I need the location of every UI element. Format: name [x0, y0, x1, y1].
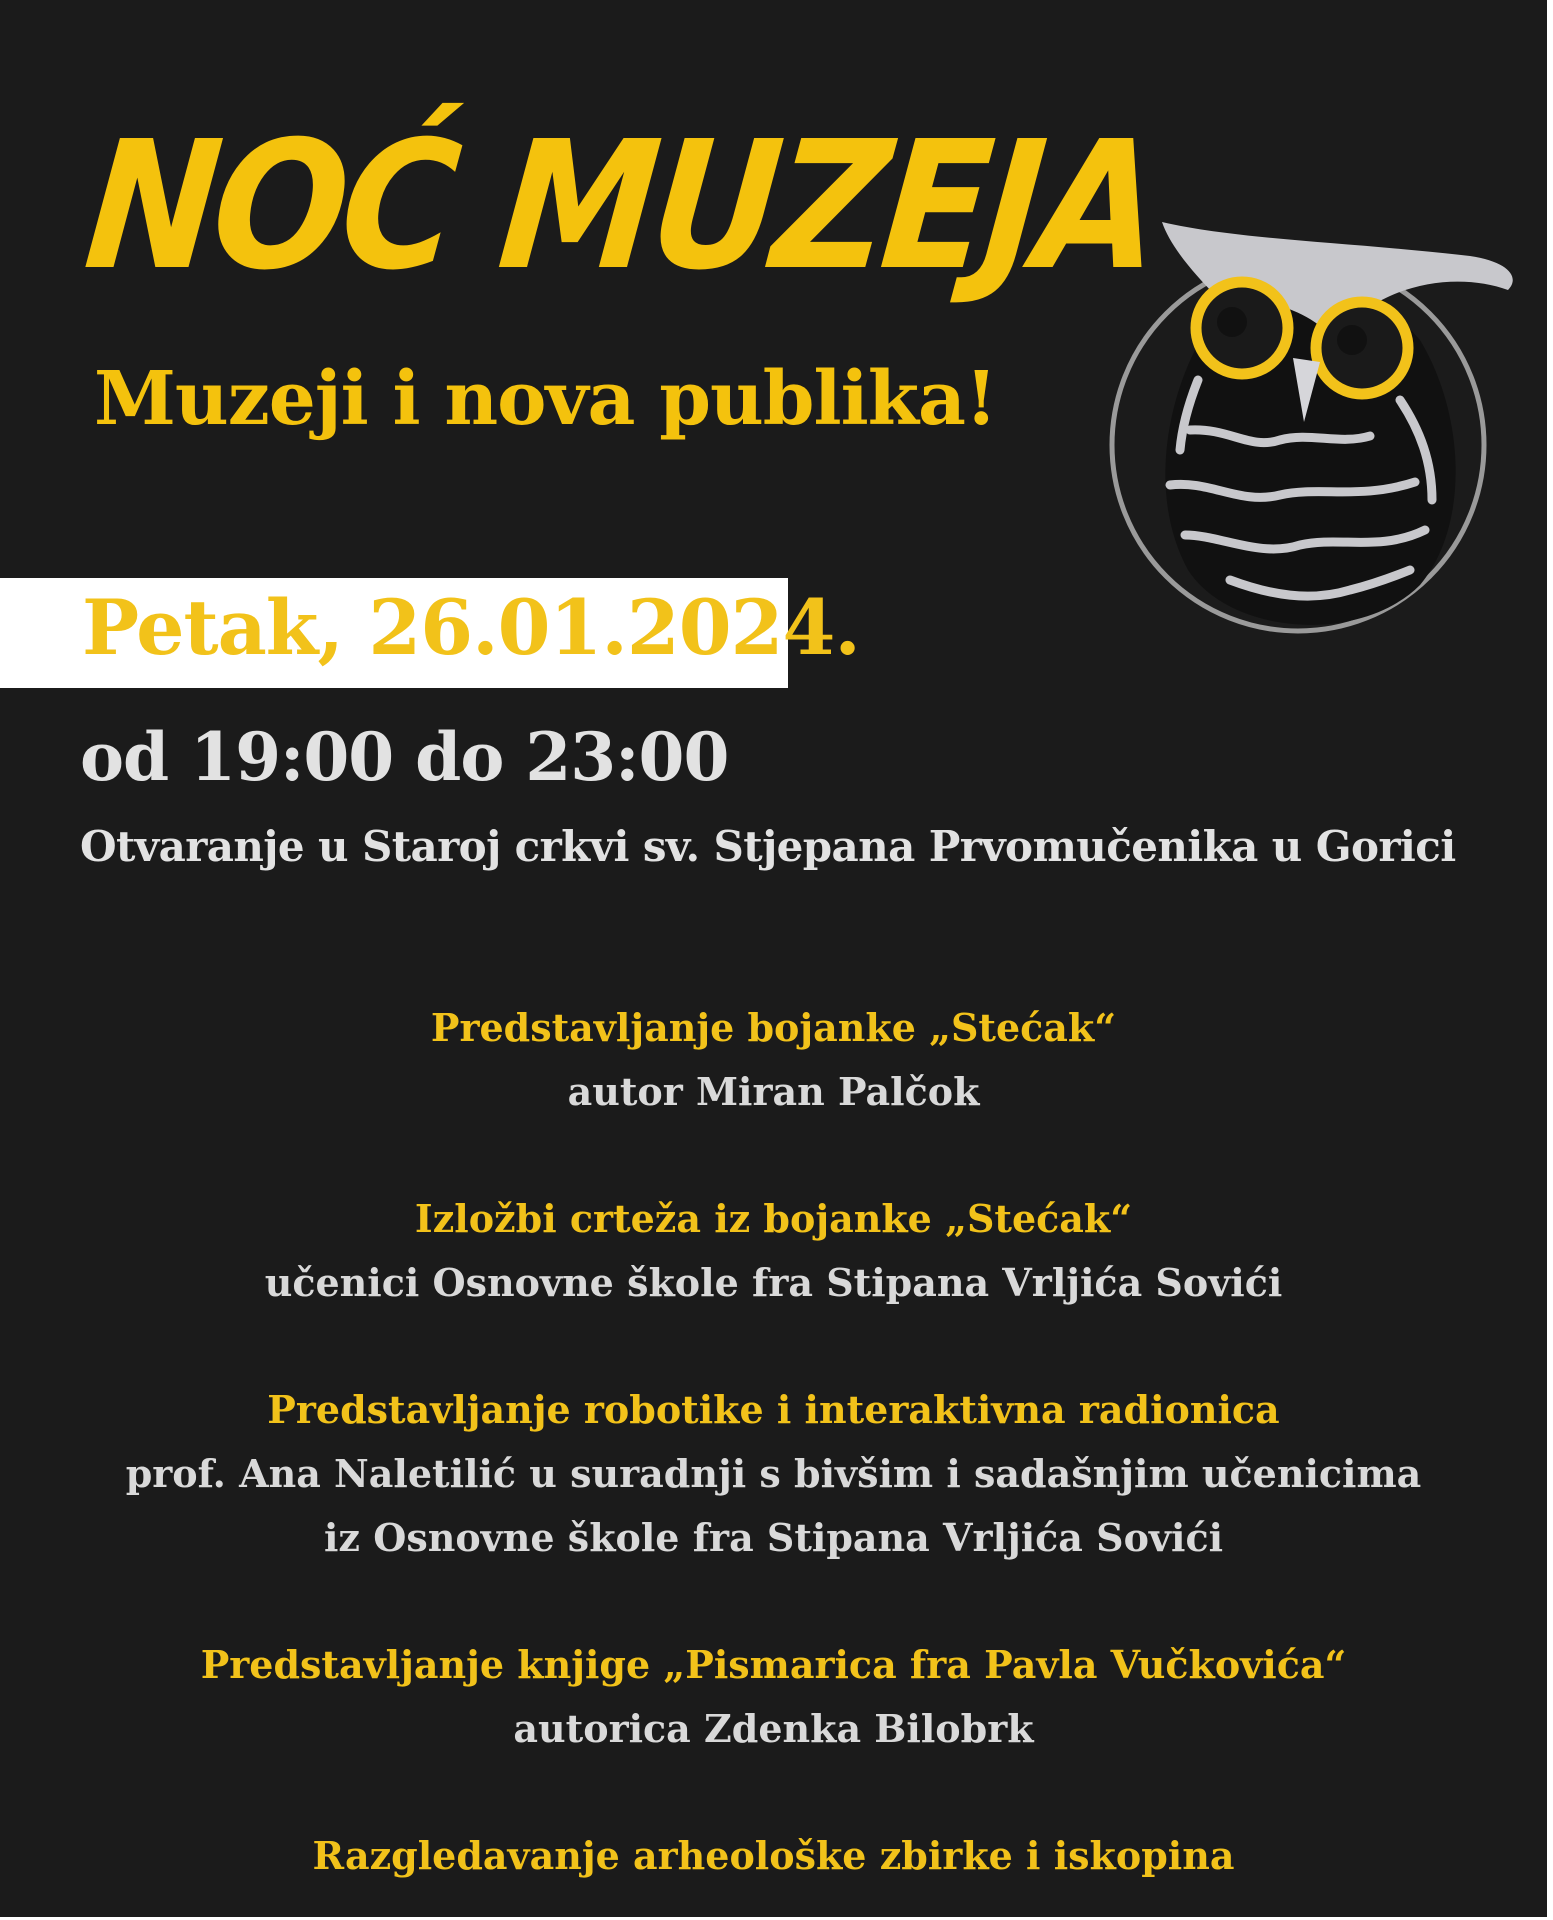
program-item-detail: prof. Ana Naletilić u suradnji s bivšim i sadašnjim učenicima	[125, 1451, 1422, 1496]
event-time: od 19:00 do 23:00	[80, 718, 729, 796]
program-item-detail: autorica Zdenka Bilobrk	[513, 1706, 1034, 1751]
program-item-detail: učenici Osnovne škole fra Stipana Vrljića Sovići	[264, 1260, 1283, 1305]
program-list	[0, 996, 1547, 1917]
program-item	[0, 1824, 1547, 1888]
program-item	[0, 996, 1547, 1124]
program-item-title: Predstavljanje knjige „Pismarica fra Pavla Vučkovića“	[200, 1642, 1347, 1687]
program-item-title: Predstavljanje bojanke „Stećak“	[430, 1005, 1117, 1050]
program-item	[0, 1187, 1547, 1315]
event-subtitle: Muzeji i nova publika!	[94, 356, 997, 442]
program-item-title: Razgledavanje arheološke zbirke i iskopina	[312, 1833, 1235, 1878]
program-item-detail: iz Osnovne škole fra Stipana Vrljića Sovići	[323, 1515, 1224, 1560]
event-venue: Otvaranje u Staroj crkvi sv. Stjepana Prvomučenika u Gorici	[80, 822, 1456, 871]
program-item	[0, 1378, 1547, 1570]
owl-icon	[1070, 200, 1520, 660]
program-item-detail: autor Miran Palčok	[567, 1069, 980, 1114]
event-date: Petak, 26.01.2024.	[82, 583, 860, 672]
event-title: NOĆ MUZEJA	[78, 103, 1164, 310]
program-item-title: Predstavljanje robotike i interaktivna radionica	[267, 1387, 1280, 1432]
program-item	[0, 1633, 1547, 1761]
program-item-title: Izložbi crteža iz bojanke „Stećak“	[414, 1196, 1133, 1241]
